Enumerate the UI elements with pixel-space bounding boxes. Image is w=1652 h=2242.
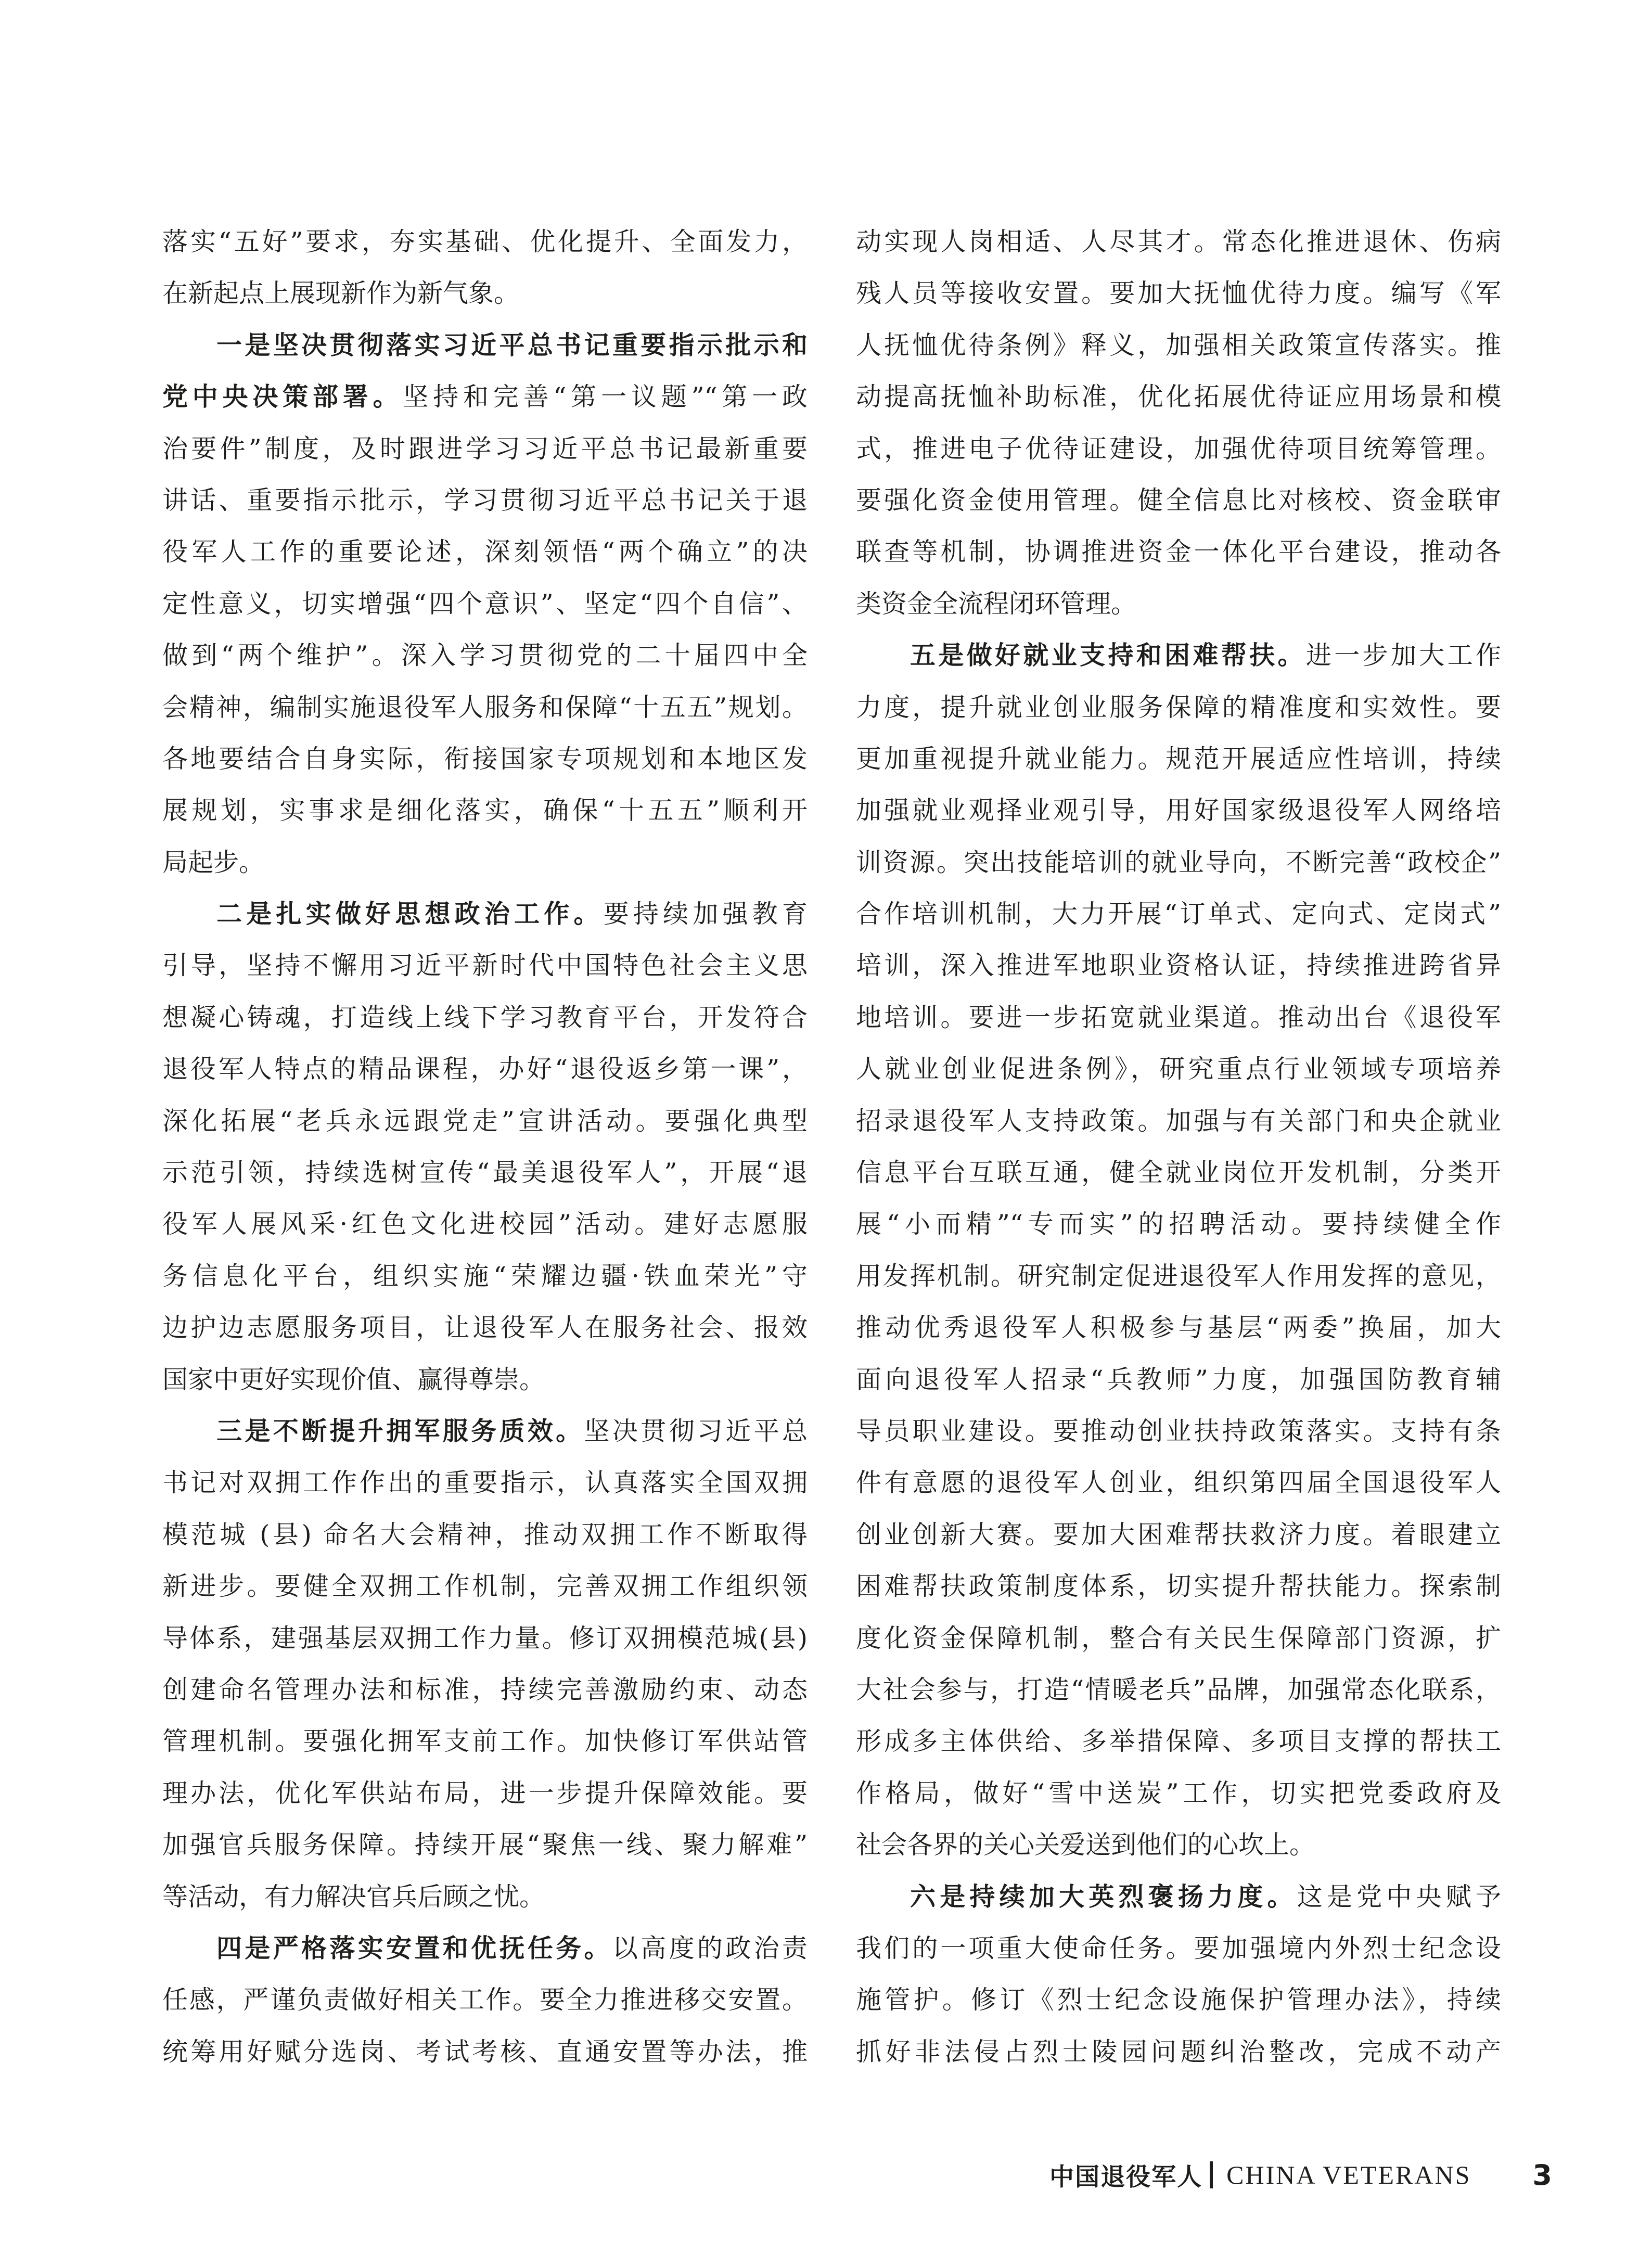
text-line: [162, 267, 808, 319]
text-run: 动实现人岗相适、人尽其才。常态化推进退休、伤病: [856, 227, 1501, 257]
text-run: 社会各界的关心关爱送到他们的心坎上。: [856, 1830, 1315, 1860]
text-run: 这是党中央赋予: [1297, 1881, 1501, 1912]
text-run: 残人员等接收安置。要加大抚恤优待力度。编写《军: [856, 278, 1501, 309]
text-line: [162, 888, 808, 940]
text-line: [856, 940, 1501, 991]
text-line: [162, 733, 808, 785]
text-run: 以高度的政治责: [612, 1933, 808, 1963]
text-run: 等活动，有力解决官兵后顾之忧。: [162, 1881, 545, 1912]
text-line: [162, 837, 808, 888]
text-run: 面向退役军人招录“兵教师”力度，加强国防教育辅: [856, 1364, 1501, 1394]
text-line: [162, 1198, 808, 1250]
text-run: 抓好非法侵占烈士陵园问题纠治整改，完成不动产: [856, 2036, 1501, 2067]
text-line: [856, 682, 1501, 733]
text-run: 推动优秀退役军人积极参与基层“两委”换届，加大: [856, 1313, 1501, 1343]
text-line: [162, 1612, 808, 1664]
text-line: [856, 1560, 1501, 1612]
text-line: [856, 1095, 1501, 1147]
text-line: [162, 992, 808, 1043]
text-line: [856, 1457, 1501, 1508]
text-line: [856, 1302, 1501, 1353]
text-line: [856, 423, 1501, 475]
text-run: 治要件”制度，及时跟进学习习近平总书记最新重要: [162, 433, 808, 464]
text-run: 书记对双拥工作作出的重要指示，认真落实全国双拥: [162, 1468, 808, 1498]
text-line: [856, 2026, 1501, 2078]
text-run: 边护边志愿服务项目，让退役军人在服务社会、报效: [162, 1313, 808, 1343]
text-line: [856, 267, 1501, 319]
text-run: 定性意义，切实增强“四个意识”、坚定“四个自信”、: [162, 588, 808, 619]
text-line: [162, 1509, 808, 1560]
text-line: [162, 1302, 808, 1353]
text-line: [856, 578, 1501, 630]
journal-title-cn: 中国退役军人: [1049, 2162, 1203, 2192]
text-line: [162, 1095, 808, 1147]
text-line: [856, 1715, 1501, 1767]
text-run: 创业创新大赛。要加大困难帮扶救济力度。着眼建立: [856, 1519, 1501, 1549]
text-run: 想凝心铸魂，打造线上线下学习教育平台，开发符合: [162, 1002, 808, 1032]
text-line: [856, 1198, 1501, 1250]
text-line: [162, 1043, 808, 1095]
text-line: [856, 888, 1501, 940]
text-line: [162, 940, 808, 991]
text-line: [856, 319, 1501, 371]
text-line: [162, 1354, 808, 1405]
text-run: 务信息化平台，组织实施“荣耀边疆·铁血荣光”守: [162, 1261, 808, 1291]
text-line: [856, 475, 1501, 526]
text-run: 导体系，建强基层双拥工作力量。修订双拥模范城(县): [162, 1623, 808, 1653]
text-line: [856, 837, 1501, 888]
text-run: 联查等机制，协调推进资金一体化平台建设，推动各: [856, 537, 1501, 567]
text-run: 困难帮扶政策制度体系，切实提升帮扶能力。探索制: [856, 1571, 1501, 1602]
text-line: [162, 475, 808, 526]
text-line: [162, 630, 808, 681]
page-footer: [1049, 2158, 1552, 2192]
text-line: [856, 1612, 1501, 1664]
text-run: 讲话、重要指示批示，学习贯彻习近平总书记关于退: [162, 485, 808, 515]
text-line: [856, 1509, 1501, 1560]
text-run: 退役军人特点的精品课程，办好“退役返乡第一课”，: [162, 1054, 808, 1084]
text-line: [856, 785, 1501, 836]
text-line: [162, 1974, 808, 2026]
text-run: 统筹用好赋分选岗、考试考核、直通安置等办法，推: [162, 2036, 808, 2067]
text-line: [856, 1147, 1501, 1198]
text-line: [162, 1405, 808, 1457]
text-line: [856, 371, 1501, 422]
text-run: 加强官兵服务保障。持续开展“聚焦一线、聚力解难”: [162, 1830, 808, 1860]
text-run: 施管护。修订《烈士纪念设施保护管理办法》，持续: [856, 1985, 1501, 2015]
text-run: 深化拓展“老兵永远跟党走”宣讲活动。要强化典型: [162, 1106, 808, 1136]
text-run: 训资源。突出技能培训的就业导向，不断完善“政校企”: [856, 847, 1501, 877]
text-line: [856, 1871, 1501, 1923]
text-run: 力度，提升就业创业服务保障的精准度和实效性。要: [856, 692, 1501, 722]
text-line: [856, 992, 1501, 1043]
text-run: 任感，严谨负责做好相关工作。要全力推进移交安置。: [162, 1985, 808, 2015]
text-run: 我们的一项重大使命任务。要加强境内外烈士纪念设: [856, 1933, 1501, 1963]
text-run: 更加重视提升就业能力。规范开展适应性培训，持续: [856, 744, 1501, 774]
text-line: [856, 1974, 1501, 2026]
text-run: 管理机制。要强化拥军支前工作。加快修订军供站管: [162, 1726, 808, 1757]
text-run: 各地要结合自身实际，衔接国家专项规划和本地区发: [162, 744, 808, 774]
text-line: [856, 216, 1501, 267]
left-column: [162, 216, 808, 2078]
text-line: [162, 1664, 808, 1715]
text-run: 做到“两个维护”。深入学习贯彻党的二十届四中全: [162, 640, 808, 671]
text-line: [162, 1871, 808, 1923]
text-line: [162, 1715, 808, 1767]
text-run: 会精神，编制实施退役军人服务和保障“十五五”规划。: [162, 692, 808, 722]
text-line: [162, 2026, 808, 2078]
text-line: [856, 1405, 1501, 1457]
text-line: [856, 1767, 1501, 1819]
text-run: 要强化资金使用管理。健全信息比对核校、资金联审: [856, 485, 1501, 515]
text-line: [162, 1923, 808, 1974]
text-line: [162, 216, 808, 267]
paragraph-lead-bold: 四是严格落实安置和优抚任务。: [216, 1932, 612, 1963]
text-line: [162, 1767, 808, 1819]
text-line: [162, 1147, 808, 1198]
text-run: 大社会参与，打造“情暖老兵”品牌，加强常态化联系，: [856, 1674, 1501, 1705]
text-line: [162, 1560, 808, 1612]
text-line: [162, 526, 808, 578]
right-column: [856, 216, 1501, 2078]
journal-title-en: CHINA VETERANS: [1226, 2160, 1471, 2189]
text-line: [856, 1354, 1501, 1405]
text-run: 招录退役军人支持政策。加强与有关部门和央企就业: [856, 1106, 1501, 1136]
text-run: 役军人工作的重要论述，深刻领悟“两个确立”的决: [162, 537, 808, 567]
text-run: 地培训。要进一步拓宽就业渠道。推动出台《退役军: [856, 1002, 1501, 1032]
text-run: 坚决贯彻习近平总: [584, 1416, 808, 1446]
text-run: 类资金全流程闭环管理。: [856, 588, 1137, 619]
text-run: 导员职业建设。要推动创业扶持政策落实。支持有条: [856, 1416, 1501, 1446]
text-run: 创建命名管理办法和标准，持续完善激励约束、动态: [162, 1674, 808, 1705]
text-line: [162, 423, 808, 475]
text-run: 信息平台互联互通，健全就业岗位开发机制，分类开: [856, 1158, 1501, 1188]
text-run: 人就业创业促进条例》，研究重点行业领域专项培养: [856, 1054, 1501, 1084]
text-run: 用发挥机制。研究制定促进退役军人作用发挥的意见，: [856, 1261, 1501, 1291]
text-line: [162, 371, 808, 422]
text-run: 局起步。: [162, 847, 265, 877]
text-run: 役军人展风采·红色文化进校园”活动。建好志愿服: [162, 1209, 808, 1239]
text-line: [856, 1043, 1501, 1095]
text-run: 模范城 (县) 命名大会精神，推动双拥工作不断取得: [162, 1519, 808, 1549]
text-line: [856, 1664, 1501, 1715]
paragraph-lead-bold: 一是坚决贯彻落实习近平总书记重要指示批示和: [216, 329, 808, 360]
text-run: 坚持和完善“第一议题”“第一政: [403, 382, 808, 412]
page-number: 3: [1532, 2158, 1552, 2192]
text-run: 展“小而精”“专而实”的招聘活动。要持续健全作: [856, 1209, 1501, 1239]
text-line: [162, 1819, 808, 1871]
text-run: 动提高抚恤补助标准，优化拓展优待证应用场景和模: [856, 382, 1501, 412]
text-line: [162, 319, 808, 371]
text-line: [856, 630, 1501, 681]
paragraph-lead-bold: 三是不断提升拥军服务质效。: [216, 1415, 584, 1446]
paragraph-lead-bold: 六是持续加大英烈褒扬力度。: [910, 1881, 1297, 1912]
text-run: 人抚恤优待条例》释义，加强相关政策宣传落实。推: [856, 330, 1501, 360]
text-run: 国家中更好实现价值、赢得尊崇。: [162, 1364, 545, 1394]
text-run: 引导，坚持不懈用习近平新时代中国特色社会主义思: [162, 951, 808, 981]
text-run: 进一步加大工作: [1305, 640, 1501, 671]
text-line: [162, 785, 808, 836]
text-line: [162, 682, 808, 733]
text-run: 式，推进电子优待证建设，加强优待项目统筹管理。: [856, 433, 1501, 464]
text-run: 落实“五好”要求，夯实基础、优化提升、全面发力，: [162, 227, 808, 257]
text-run: 培训，深入推进军地职业资格认证，持续推进跨省异: [856, 951, 1501, 981]
text-line: [162, 578, 808, 630]
text-line: [162, 1457, 808, 1508]
text-run: 展规划，实事求是细化落实，确保“十五五”顺利开: [162, 796, 808, 826]
text-run: 加强就业观择业观引导，用好国家级退役军人网络培: [856, 796, 1501, 826]
text-run: 在新起点上展现新作为新气象。: [162, 278, 520, 309]
text-line: [856, 733, 1501, 785]
paragraph-lead-bold: 二是扎实做好思想政治工作。: [216, 899, 604, 929]
text-run: 要持续加强教育: [603, 899, 808, 929]
paragraph-lead-bold: 党中央决策部署。: [162, 381, 403, 412]
text-line: [162, 1250, 808, 1302]
text-run: 度化资金保障机制，整合有关民生保障部门资源，扩: [856, 1623, 1501, 1653]
text-run: 作格局，做好“雪中送炭”工作，切实把党委政府及: [856, 1778, 1501, 1808]
footer-divider-bar: [1210, 2161, 1213, 2188]
text-line: [856, 526, 1501, 578]
text-run: 形成多主体供给、多举措保障、多项目支撑的帮扶工: [856, 1726, 1501, 1757]
text-line: [856, 1250, 1501, 1302]
text-line: [856, 1819, 1501, 1871]
text-run: 示范引领，持续选树宣传“最美退役军人”，开展“退: [162, 1158, 808, 1188]
text-run: 理办法，优化军供站布局，进一步提升保障效能。要: [162, 1778, 808, 1808]
text-run: 新进步。要健全双拥工作机制，完善双拥工作组织领: [162, 1571, 808, 1602]
text-run: 件有意愿的退役军人创业，组织第四届全国退役军人: [856, 1468, 1501, 1498]
text-run: 合作培训机制，大力开展“订单式、定向式、定岗式”: [856, 899, 1501, 929]
text-line: [856, 1923, 1501, 1974]
paragraph-lead-bold: 五是做好就业支持和困难帮扶。: [910, 640, 1306, 671]
